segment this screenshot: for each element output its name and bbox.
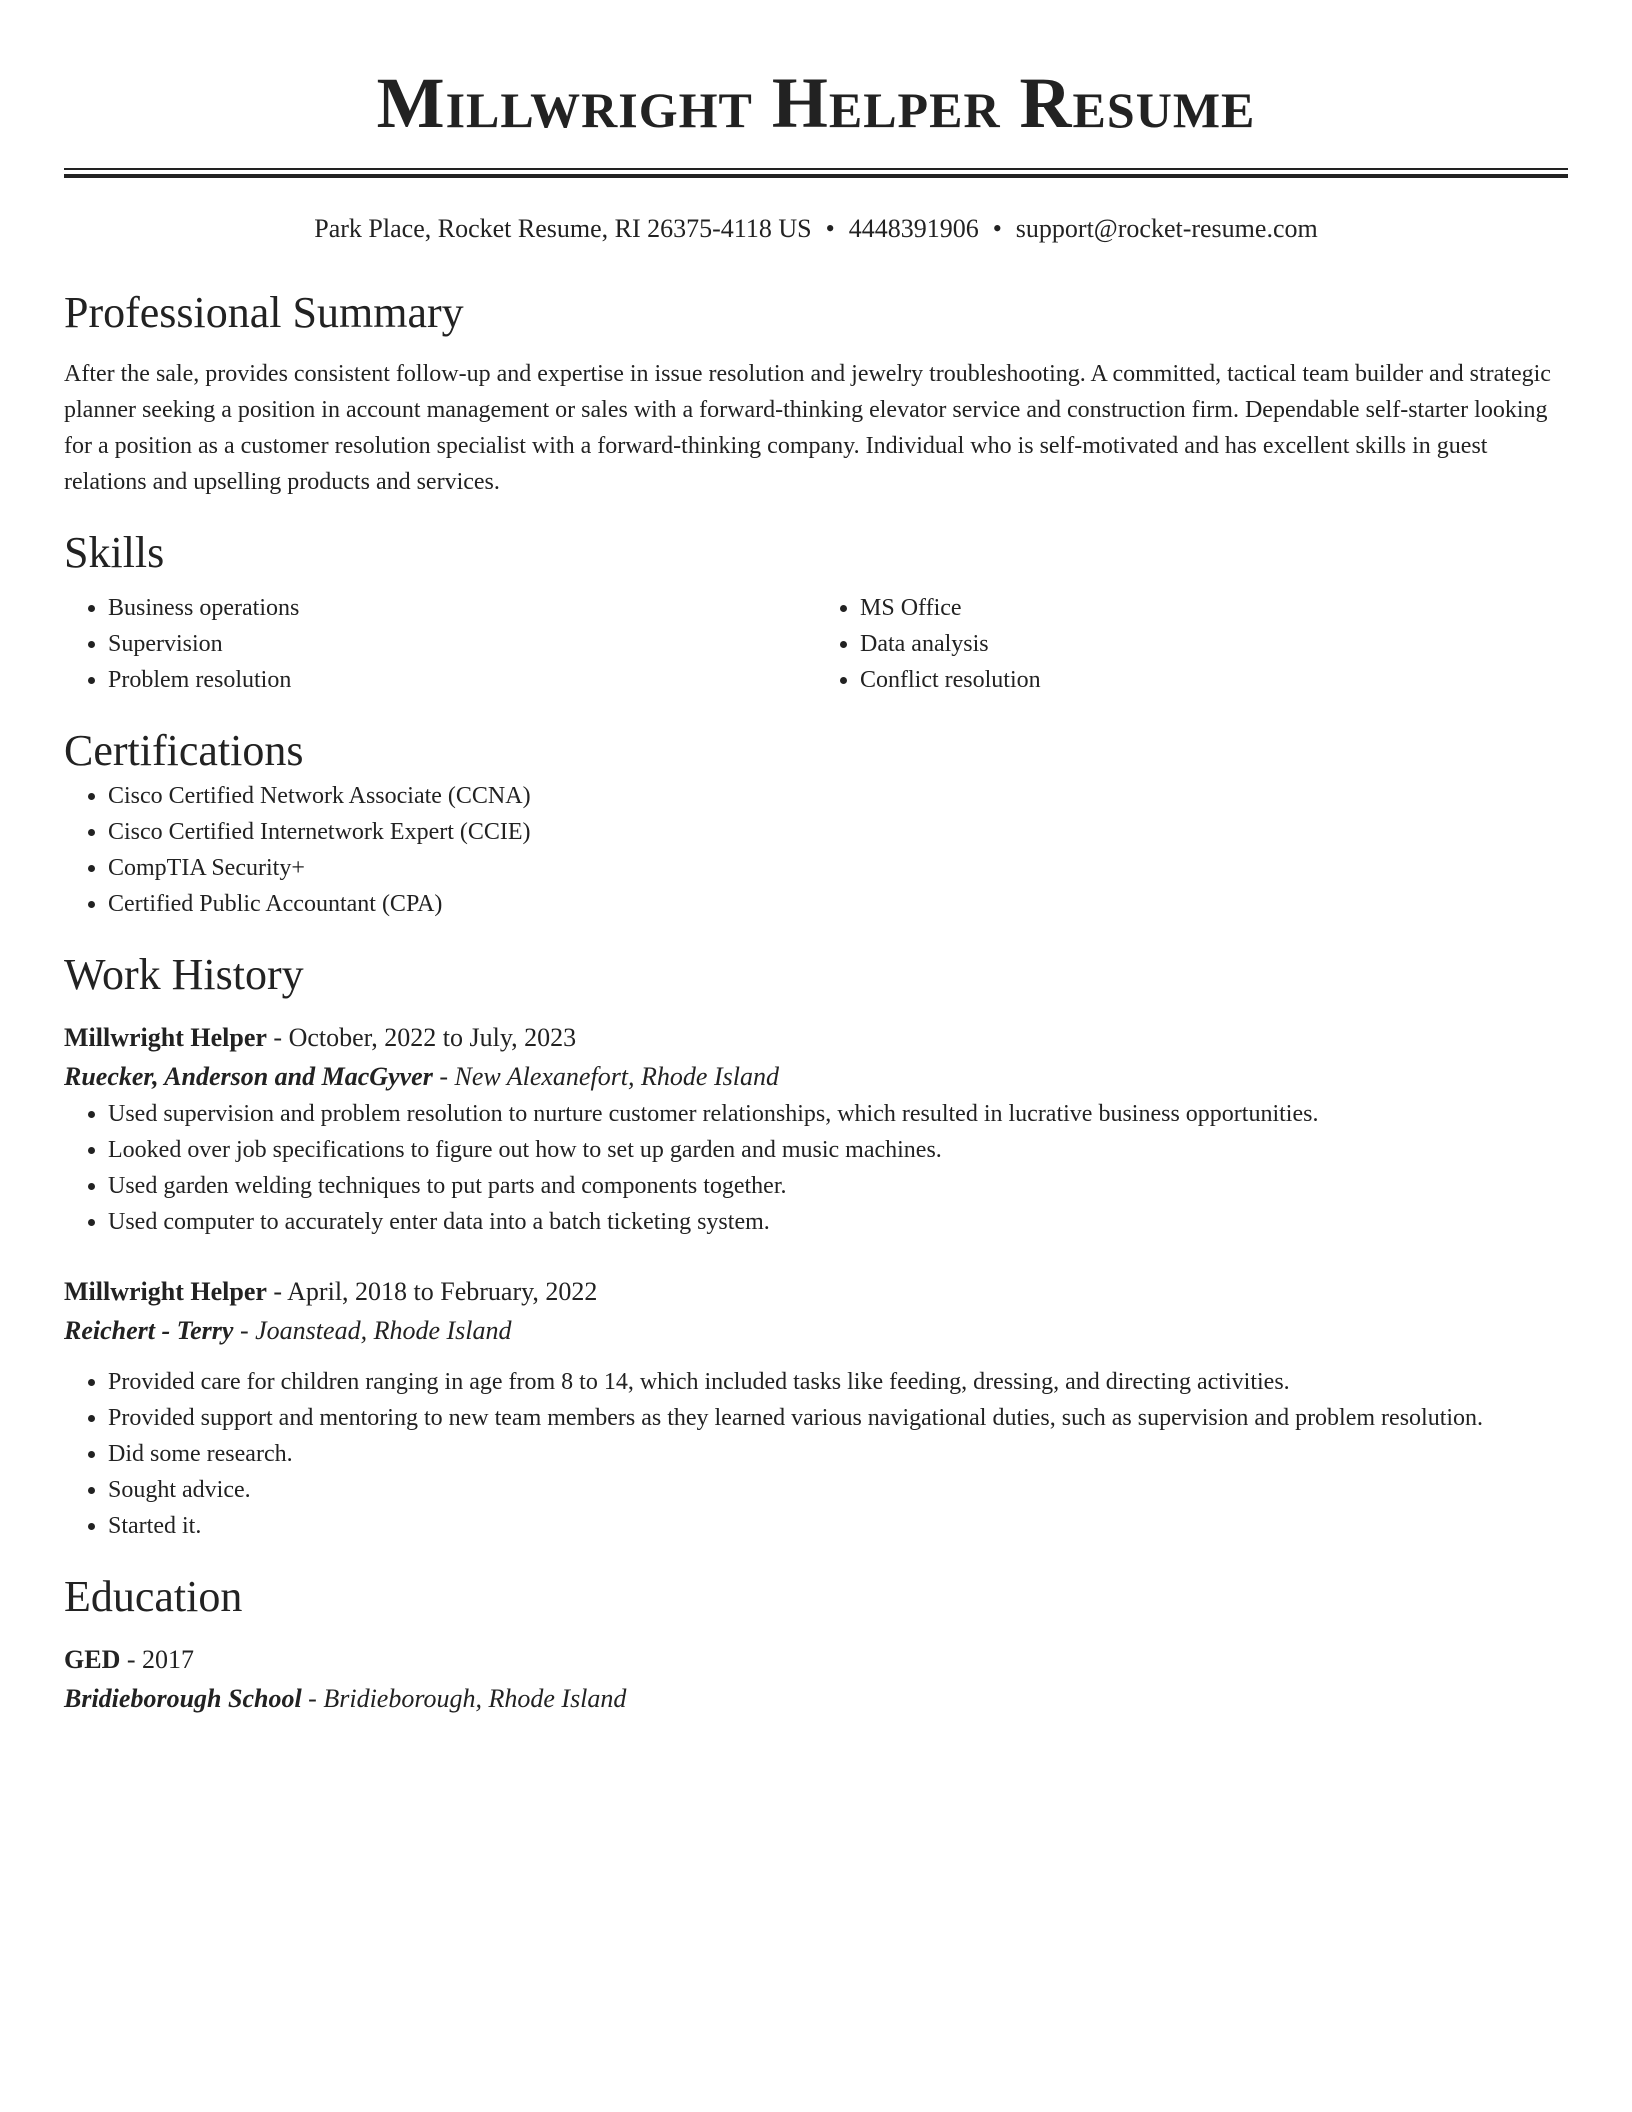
skills-list-left: [64, 590, 816, 698]
job-dates: October, 2022 to July, 2023: [288, 1023, 577, 1052]
skills-heading: Skills: [64, 528, 165, 577]
job-title-line: [64, 1272, 1568, 1312]
job-duty: • Did some research.: [108, 1436, 1568, 1472]
education-heading: Education: [64, 1572, 243, 1621]
dash: -: [273, 1023, 283, 1052]
dash: -: [239, 1316, 249, 1345]
skill-item: • Business operations: [108, 590, 816, 626]
job-entry: [64, 1272, 1568, 1544]
job-duty: • Started it.: [108, 1508, 1568, 1544]
job-duty: • Used garden welding techniques to put parts and components together.: [108, 1168, 1568, 1204]
certification-item: • Cisco Certified Internetwork Expert (CCIE): [108, 814, 1568, 850]
skill-item: • Conflict resolution: [860, 662, 1568, 698]
summary-heading: Professional Summary: [64, 288, 464, 337]
job-duty: • Looked over job specifications to figure out how to set up garden and music machines.: [108, 1132, 1568, 1168]
company-line: [64, 1058, 1568, 1096]
school-location: Bridieborough, Rhode Island: [323, 1684, 627, 1713]
skill-item: • Problem resolution: [108, 662, 816, 698]
skill-item: • Data analysis: [860, 626, 1568, 662]
contact-separator: •: [825, 214, 835, 243]
job-duty: • Provided support and mentoring to new team members as they learned various navigational duties, such as supervision and problem resolution.: [108, 1400, 1568, 1436]
job-duties-list: [64, 1096, 1568, 1240]
company-name: Ruecker, Anderson and MacGyver: [64, 1062, 433, 1091]
contact-address: Park Place, Rocket Resume, RI 26375-4118 US: [314, 214, 812, 243]
work-history-heading: Work History: [64, 950, 304, 999]
job-dates: April, 2018 to February, 2022: [287, 1277, 598, 1306]
company-line: [64, 1312, 1568, 1350]
certification-item: • CompTIA Security+: [108, 850, 1568, 886]
school-line: [64, 1680, 1568, 1718]
resume-title: Millwright Helper Resume: [376, 63, 1256, 143]
job-duty: • Used supervision and problem resolution to nurture customer relationships, which resulted in lucrative business opportunities.: [108, 1096, 1568, 1132]
job-duty: • Used computer to accurately enter data into a batch ticketing system.: [108, 1204, 1568, 1240]
degree-line: [64, 1640, 1568, 1680]
dash: -: [308, 1684, 317, 1713]
job-entry: [64, 1018, 1568, 1240]
job-title-line: [64, 1018, 1568, 1058]
contact-separator: •: [992, 214, 1002, 243]
skills-grid: [64, 590, 1568, 698]
company-location: Joanstead, Rhode Island: [255, 1316, 512, 1345]
contact-line: [64, 212, 1568, 246]
title-divider: [64, 168, 1568, 178]
job-title: Millwright Helper: [64, 1277, 267, 1306]
skill-item: • MS Office: [860, 590, 1568, 626]
certification-item: • Certified Public Accountant (CPA): [108, 886, 1568, 922]
dash: -: [439, 1062, 448, 1091]
contact-email: support@rocket-resume.com: [1015, 214, 1318, 243]
skills-list-right: [816, 590, 1568, 698]
summary-text: After the sale, provides consistent follow-up and expertise in issue resolution and jewelry troubleshooting. A committed, tactical team builder and strategic planner seeking a position in account management or sales with a forward-thinking elevator service and construction firm. Dependable self-starter looking for a position as a customer resolution specialist with a forward-thinking company. Individual who is self-motivated and has excellent skills in guest relations and upselling products and services.: [64, 361, 1551, 495]
job-duties-list: [64, 1364, 1568, 1544]
contact-phone: 4448391906: [848, 214, 979, 243]
dash: -: [126, 1645, 136, 1674]
school-name: Bridieborough School: [64, 1684, 302, 1713]
job-duty: • Sought advice.: [108, 1472, 1568, 1508]
education-entry: [64, 1640, 1568, 1718]
certification-item: • Cisco Certified Network Associate (CCNA): [108, 778, 1568, 814]
job-duty: • Provided care for children ranging in age from 8 to 14, which included tasks like feeding, dressing, and directing activities.: [108, 1364, 1568, 1400]
degree: GED: [64, 1645, 121, 1674]
certifications-heading: Certifications: [64, 726, 304, 775]
job-title: Millwright Helper: [64, 1023, 267, 1052]
graduation-year: 2017: [142, 1645, 195, 1674]
certifications-list: [64, 778, 1568, 922]
company-location: New Alexanefort, Rhode Island: [454, 1062, 779, 1091]
dash: -: [273, 1277, 283, 1306]
company-name: Reichert - Terry: [64, 1316, 234, 1345]
skill-item: • Supervision: [108, 626, 816, 662]
